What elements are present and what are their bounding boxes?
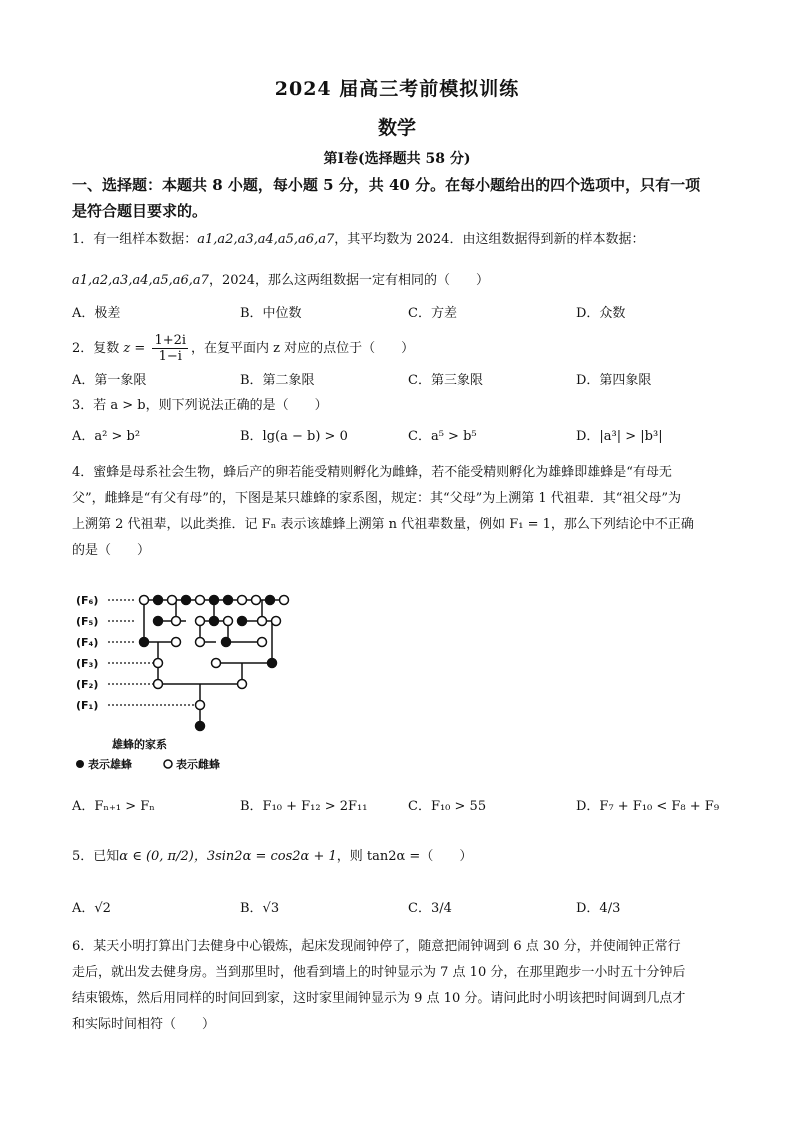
question-6-stem: 6．某天小明打算出门去健身中心锻炼，起床发现闹钟停了，随意把闹钟调到 6 点 30 分，并使闹钟正常行 走后，就出发去健身房。当到那里时，他看到墙上的时钟显示为 7 点 10 分，在那里跑步一小时五十分钟后 结束锻炼，然后用同样的时间回到家，这时家里闹钟显示为 9 点 10 分。请问此时小明该把时间调到几点才 和实际时间相符（ ） (72, 939, 686, 1032)
legend-male: 表示雄蜂 (88, 758, 132, 771)
question-4-stem: 4．蜜蜂是母系社会生物，蜂后产的卵若能受精则孵化为雌蜂，若不能受精则孵化为雄蜂即雄蜂是“有母无 父”，雌蜂是“有父有母”的，下图是某只雄蜂的家系图，规定：其“父母”为上溯第 1 代祖辈．其“祖父母”为 上溯第 2 代祖辈，以此类推．记 Fₙ 表示该雄蜂上溯第 n 代祖辈数量，例如 F₁ = 1，那么下列结论中不正确 的是（ ） (72, 465, 694, 558)
option-b: B．中位数 (240, 306, 302, 321)
question-3-options (72, 426, 732, 448)
row-label-f6: (F₆) (76, 594, 99, 607)
option-c: C．方差 (408, 306, 457, 321)
option-b: B．lg(a − b) > 0 (240, 429, 348, 444)
option-a: A．Fₙ₊₁ > Fₙ (72, 799, 155, 814)
subject-title: 数学 (377, 117, 416, 139)
question-1-options (72, 303, 732, 325)
question-3-stem: 3．若 a > b，则下列说法正确的是（ ） (72, 398, 328, 413)
section-heading: 一、选择题：本题共 8 小题，每小题 5 分，共 40 分。在每小题给出的四个选项中，只有一项 是符合题目要求的。 (72, 176, 701, 220)
fraction: $\frac{1+2i}{1-i}$ (154, 333, 187, 364)
row-label-f1: (F₁) (76, 699, 99, 712)
option-a: A．√2 (72, 901, 111, 916)
question-5-options (72, 898, 732, 920)
question-1-stem-line2: a1,a2,a3,a4,a5,a6,a7，2024，那么这两组数据一定有相同的（ ） (72, 273, 490, 288)
option-b: B．√3 (240, 901, 280, 916)
option-c: C．a⁵ > b⁵ (408, 429, 477, 444)
option-c: C．第三象限 (408, 373, 483, 388)
female-legend-icon (164, 760, 172, 768)
drone-family-tree-figure (76, 590, 296, 772)
row-label-f3: (F₃) (76, 657, 99, 670)
row-label-f4: (F₄) (76, 636, 99, 649)
exam-title: 2024 届高三考前模拟训练 (274, 78, 520, 100)
question-4-options (72, 796, 732, 818)
figure-caption: 雄蜂的家系 (112, 738, 167, 751)
male-legend-icon (76, 760, 84, 768)
option-a: A．a² > b² (72, 429, 141, 444)
row-label-f2: (F₂) (76, 678, 99, 691)
option-d: D．|a³| > |b³| (576, 429, 663, 444)
option-c: C．F₁₀ > 55 (408, 799, 487, 814)
question-2-options (72, 370, 732, 392)
option-d: D．第四象限 (576, 373, 652, 388)
option-d: D．F₇ + F₁₀ < F₈ + F₉ (576, 799, 720, 814)
legend-female: 表示雌蜂 (176, 758, 220, 771)
row-label-f5: (F₅) (76, 615, 99, 628)
option-b: B．第二象限 (240, 373, 315, 388)
option-a: A．第一象限 (72, 373, 147, 388)
question-1-stem: 1．有一组样本数据：a1,a2,a3,a4,a5,a6,a7，其平均数为 2024．由这组数据得到新的样本数据： (72, 232, 645, 247)
option-b: B．F₁₀ + F₁₂ > 2F₁₁ (240, 799, 368, 814)
question-5-stem: 5．已知α ∈ (0, π/2)，3sin2α = cos2α + 1，则 tan2α =（ ） (72, 849, 473, 864)
volume-heading: 第Ⅰ卷(选择题共 58 分) (323, 151, 471, 167)
option-d: D．众数 (576, 306, 626, 321)
question-2-stem: 2．复数 z = $\frac{1+2i}{1-i}$ ，在复平面内 z 对应的点位于（ ） (72, 333, 415, 364)
option-a: A．极差 (72, 306, 121, 321)
option-c: C．3/4 (408, 901, 452, 916)
option-d: D．4/3 (576, 901, 621, 916)
